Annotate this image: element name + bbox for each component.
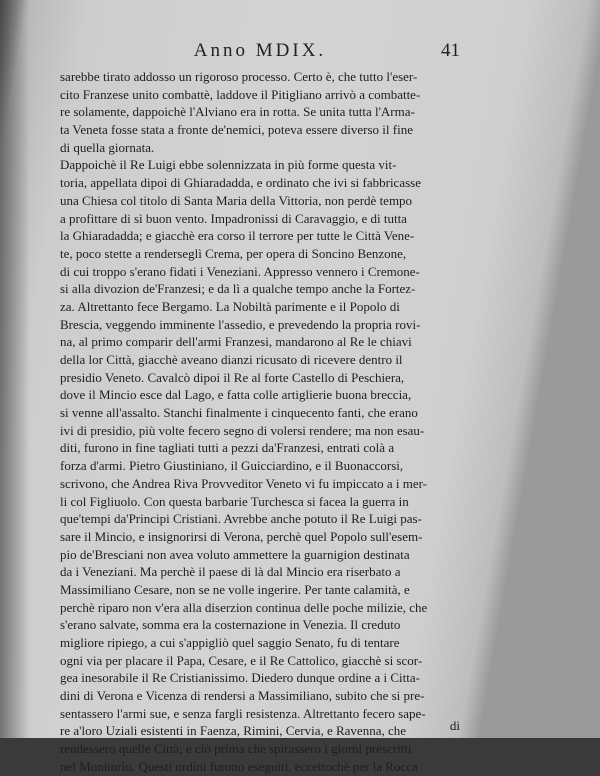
text-line: sarebbe tirato addosso un rigoroso processo. Certo è, che tutto l'eser- <box>60 69 418 84</box>
text-line: na, al primo comparir dell'armi Franzesi, mandarono al Re le chiavi <box>60 334 412 350</box>
page-number: 41 <box>441 40 460 61</box>
text-line: nel Monitorio. Questi ordini furono eseguiti, eccettochè per la Rocca <box>60 758 418 774</box>
text-line: scrivono, che Andrea Riva Provveditor Veneto vi fu impiccato a i mer- <box>60 475 428 491</box>
text-line: presidio Veneto. Cavalcò dipoi il Re al forte Castello di Peschiera, <box>60 369 405 385</box>
text-line: a profittare di sì buon vento. Impadronissi di Caravaggio, e di tutta <box>60 210 407 226</box>
text-line: ogni via per placare il Papa, Cesare, e il Re Cattolico, giacchè si scor- <box>60 652 423 668</box>
text-line: rendessero quelle Città; e ciò prima che spirassero i giorni prescritti <box>60 741 412 757</box>
text-line: za. Altrettanto fece Bergamo. La Nobiltà parimente e il Popolo di <box>60 298 400 314</box>
text-line: una Chiesa col titolo di Santa Maria della Vittoria, non perdè tempo <box>60 192 413 208</box>
text-line: ta Veneta fosse stata a fronte de'nemici, poteva essere diverso il fine <box>60 122 413 138</box>
text-line: li col Figliuolo. Con questa barbarie Turchesca si facea la guerra in <box>60 493 409 509</box>
text-line: te, poco stette a renderseglì Crema, per opera di Soncino Benzone, <box>60 245 407 261</box>
body-text <box>60 68 460 776</box>
text-line: cito Franzese unito combattè, laddove il Pitigliano arrivò a combatte- <box>60 86 421 102</box>
text-line: s'erano salvate, somma era la costernazione in Venezia. Il creduto <box>60 617 401 633</box>
text-line: della lor Città, giacchè aveano dianzi ricusato di ricevere dentro il <box>60 352 403 367</box>
text-line: re a'loro Uziali esistenti in Faenza, Rimini, Cervia, e Ravenna, che <box>60 723 407 739</box>
text-line: di quella giornata. <box>60 139 155 155</box>
text-line: diti, furono in fine tagliati tutti a pezzi da'Franzesi, entrati colà a <box>60 440 395 456</box>
text-line: di cui troppo s'erano fidati i Veneziani. Appresso vennero i Cremone- <box>60 263 420 279</box>
text-line: si venne all'assalto. Stanchi finalmente i cinquecento fanti, che erano <box>60 405 418 421</box>
text-line: dini di Verona e Vicenza di rendersi a Massimiliano, subito che si pre- <box>60 688 425 704</box>
text-line: si alla divozion de'Franzesi; e da lì a qualche tempo anche la Fortez- <box>60 281 416 297</box>
text-line: Brescia, veggendo imminente l'assedio, e prevedendo la propria rovi- <box>60 316 421 332</box>
text-line: dove il Mincio esce dal Lago, e fatta colle artiglierie buona breccia, <box>60 387 412 403</box>
page-gutter-shadow <box>0 0 30 738</box>
text-line: pio de'Bresciani non avea voluto ammettere la guarnigion destinata <box>60 546 410 562</box>
text-line: sentassero l'armi sue, e senza fargli resistenza. Altrettanto fecero sape- <box>60 705 426 721</box>
text-line: da i Veneziani. Ma perchè il paese di là dal Mincio era riserbato a <box>60 564 401 580</box>
text-line: migliore ripiego, a cui s'appigliò quel saggio Senato, fu di tentare <box>60 635 400 650</box>
text-line: toria, appellata dipoi di Ghiaradadda, e ordinato che ivi si fabbricasse <box>60 175 421 191</box>
text-line: perchè riparo non v'era alla diserzion continua delle poche milizie, che <box>60 599 428 615</box>
text-line: re solamente, dappoichè l'Alviano era in rotta. Se unita tutta l'Arma- <box>60 104 415 120</box>
text-line: la Ghiaradadda; e giacchè era corso il terrore per tutte le Città Vene- <box>60 228 415 244</box>
running-header: Anno MDIX. <box>193 40 327 61</box>
text-line: gea inesorabile il Re Cristianissimo. Diedero dunque ordine a i Citta- <box>60 670 420 686</box>
catchword: di <box>449 718 460 733</box>
text-line: forza d'armi. Pietro Giustiniano, il Guicciardino, e il Buonaccorsi, <box>60 458 404 474</box>
text-line: ivi di presidio, più volte fecero segno di volersi rendere; ma non esau- <box>60 422 425 438</box>
text-line: Massimiliano Cesare, non se ne volle ingerire. Per tante calamità, e <box>60 581 410 597</box>
text-line: sare il Mincio, e insignorirsi di Verona, perchè quel Popolo sull'esem- <box>60 528 423 544</box>
text-line: que'tempi da'Principi Cristiani. Avrebbe anche potuto il Re Luigi pas- <box>60 511 422 527</box>
text-line: Dappoichè il Re Luigi ebbe solennizzata in più forme questa vit- <box>60 157 397 173</box>
